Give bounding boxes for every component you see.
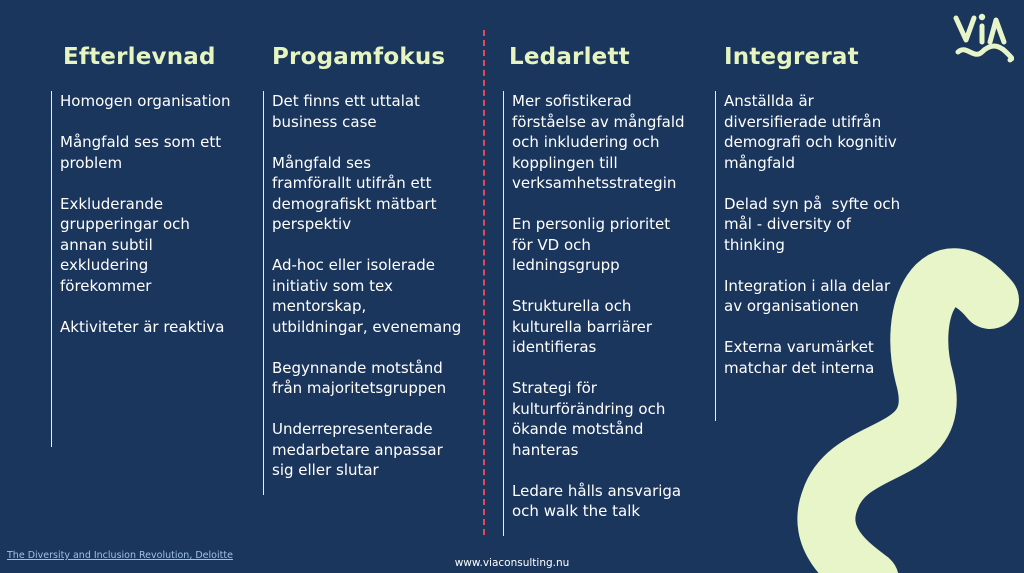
- list-item: Delad syn på syfte och mål - diversity of thinking: [724, 194, 901, 254]
- list-item: Exkluderande grupperingar och annan subtil exkludering förekommer: [60, 194, 190, 295]
- column-title-integrerat: Integrerat: [724, 44, 859, 70]
- list-item: Anställda är diversifierade utifrån demografi och kognitiv mångfald: [724, 92, 897, 172]
- list-item: Mångfald ses framförallt utifrån ett demografiskt mätbart perspektiv: [272, 153, 437, 233]
- list-item: Mångfald ses som ett problem: [60, 133, 222, 172]
- list-item: Strukturella och kulturella barriärer identifieras: [512, 297, 653, 356]
- column-title-efterlevnad: Efterlevnad: [63, 44, 216, 70]
- list-item: Externa varumärket matchar det interna: [724, 338, 875, 377]
- source-link[interactable]: The Diversity and Inclusion Revolution, Deloitte: [7, 550, 233, 561]
- list-item: Aktiviteter är reaktiva: [60, 317, 225, 336]
- list-item: Strategi för kulturförändring och ökande motstånd hanteras: [512, 379, 666, 459]
- list-item: Underrepresenterade medarbetare anpassar sig eller slutar: [272, 420, 443, 479]
- via-logo-icon: [952, 8, 1014, 66]
- list-item: Det finns ett uttalat business case: [272, 92, 420, 131]
- column-title-ledarlett: Ledarlett: [509, 44, 630, 70]
- list-item: Begynnande motstånd från majoritetsgruppen: [272, 358, 447, 397]
- column-list-ledarlett: [503, 91, 685, 536]
- column-list-efterlevnad: [51, 91, 230, 447]
- list-item: En personlig prioritet för VD och ledningsgrupp: [512, 215, 671, 274]
- list-item: Homogen organisation: [60, 92, 231, 110]
- column-list-progamfokus: [263, 91, 461, 495]
- list-item: Ad-hoc eller isolerade initiativ som tex mentorskap, utbildningar, evenemang: [272, 256, 462, 336]
- dashed-divider: [483, 30, 485, 535]
- column-title-progamfokus: Progamfokus: [272, 44, 446, 70]
- list-item: Ledare hålls ansvariga och walk the talk: [512, 481, 682, 520]
- list-item: Mer sofistikerad förståelse av mångfald och inkludering och kopplingen till verksamhetsstrategin: [512, 92, 685, 192]
- list-item: Integration i alla delar av organisationen: [724, 276, 891, 315]
- footer-url: www.viaconsulting.nu: [454, 557, 570, 569]
- column-list-integrerat: [715, 91, 900, 421]
